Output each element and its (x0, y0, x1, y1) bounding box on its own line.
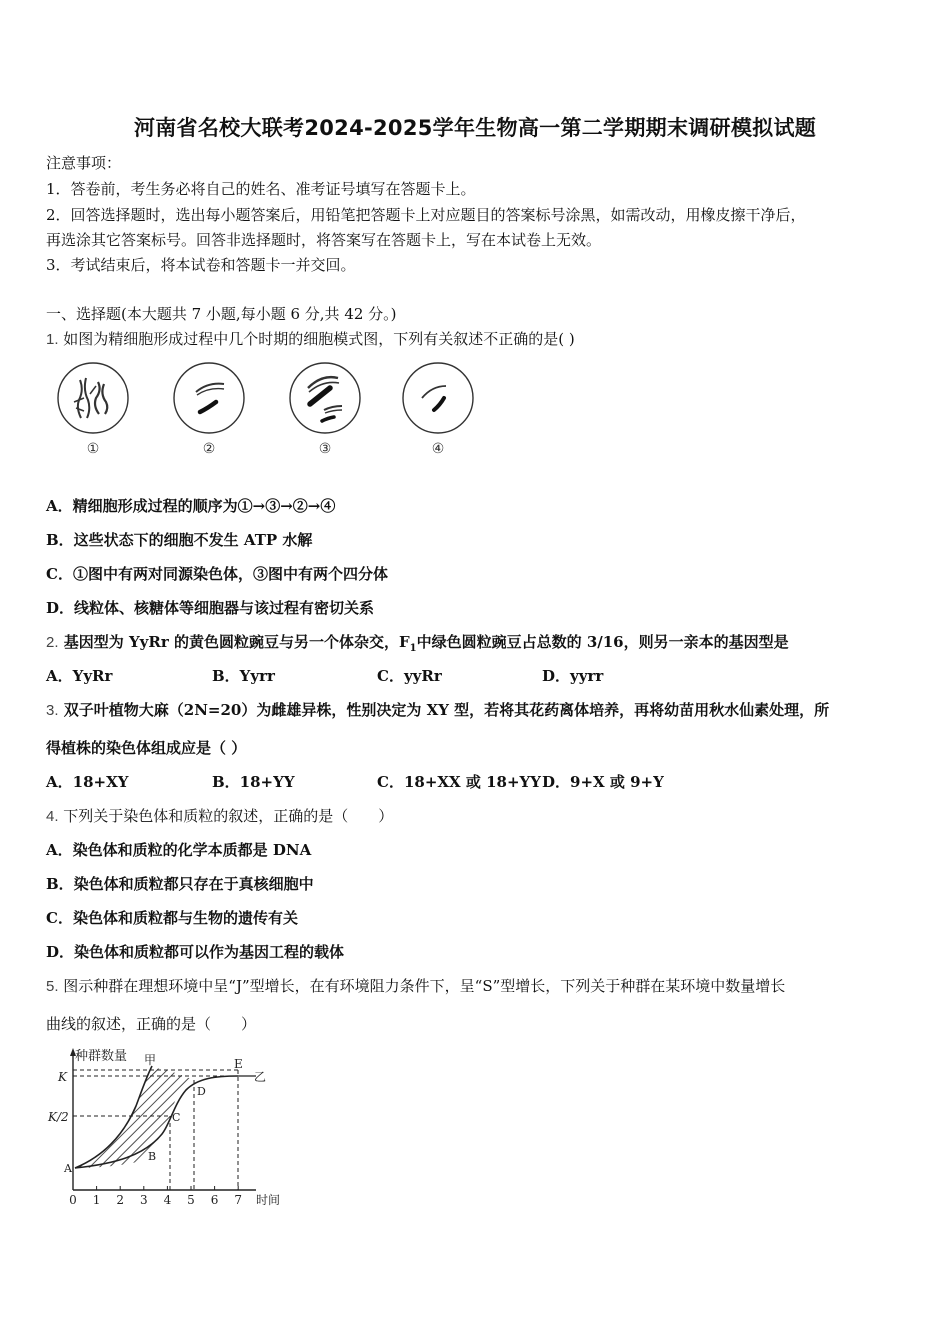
y-axis-label: 种群数量 (75, 1049, 128, 1064)
x-tick-label: 6 (210, 1193, 219, 1207)
q4-option-c: C．染色体和质粒都与生物的遗传有关 (46, 909, 298, 927)
question-text: 如图为精细胞形成过程中几个时期的细胞模式图，下列有关叙述不正确的是( ) (63, 330, 575, 348)
notice-item-3: 3．考试结束后，将本试卷和答题卡一并交回。 (46, 256, 356, 274)
q4-option-a: A．染色体和质粒的化学本质都是 DNA (46, 841, 312, 859)
point-label-c: C (172, 1111, 181, 1124)
cell-1-label: ① (86, 441, 100, 457)
q1-option-d: D．线粒体、核糖体等细胞器与该过程有密切关系 (46, 599, 375, 617)
question-2 (46, 631, 789, 654)
question-5-cont: 曲线的叙述，正确的是（ ） (46, 1015, 257, 1033)
q3-option-a: A．18+XY (46, 773, 129, 791)
question-text: 下列关于染色体和质粒的叙述，正确的是（ ） (63, 807, 394, 825)
cell-4 (403, 363, 473, 433)
q2-option-a: A．YyRr (46, 667, 113, 685)
cell-2 (174, 363, 244, 433)
q1-option-a: A．精细胞形成过程的顺序为①→③→②→④ (46, 497, 336, 515)
point-label-yi: 乙 (254, 1070, 267, 1084)
point-label-a: A (64, 1162, 72, 1175)
point-label-d: D (197, 1085, 206, 1098)
x-tick-label: 4 (163, 1193, 172, 1207)
point-label-b: B (148, 1150, 157, 1163)
x-tick-labels (69, 1186, 242, 1207)
point-label-jia: 甲 (144, 1053, 157, 1067)
cell-2-label: ② (202, 441, 216, 457)
question-number: 5. (46, 978, 59, 995)
q3-option-b: B．18+YY (212, 773, 295, 791)
q3-option-c: C．18+XX 或 18+YY (377, 773, 541, 791)
population-growth-graph (44, 1044, 304, 1214)
q2-option-d: D．yyrr (542, 667, 604, 685)
notice-item-2: 2．回答选择题时，选出每小题答案后，用铅笔把答题卡上对应题目的答案标号涂黑，如需改动，用橡皮擦干净后， (46, 206, 806, 224)
q2-option-b: B．Yyrr (212, 667, 275, 685)
notice-item-1: 1．答卷前，考生务必将自己的姓名、准考证号填写在答题卡上。 (46, 180, 476, 198)
q3-option-d: D．9+X 或 9+Y (542, 773, 664, 791)
question-4 (46, 805, 393, 826)
x-axis-label: 时间 (256, 1193, 281, 1207)
subscript: 1 (409, 643, 417, 654)
cell-3-label: ③ (318, 441, 332, 457)
notice-item-2-cont: 再选涂其它答案标号。回答非选择题时，将答案写在答题卡上，写在本试卷上无效。 (46, 231, 602, 249)
cell-3 (290, 363, 360, 433)
q4-option-d: D．染色体和质粒都可以作为基因工程的载体 (46, 943, 345, 961)
point-label-e: E (234, 1057, 243, 1071)
q4-option-b: B．染色体和质粒都只存在于真核细胞中 (46, 875, 314, 893)
q2-option-c: C．yyRr (377, 667, 442, 685)
k2-label: K/2 (48, 1110, 69, 1124)
notice-heading: 注意事项： (46, 154, 122, 172)
x-tick-label: 5 (187, 1193, 195, 1207)
q1-option-c: C．①图中有两对同源染色体，③图中有两个四分体 (46, 565, 388, 583)
x-tick-label: 1 (92, 1193, 101, 1207)
cell-1 (58, 363, 128, 433)
question-3 (46, 699, 829, 720)
question-1 (46, 328, 575, 349)
x-tick-label: 7 (234, 1193, 243, 1207)
question-text-a: 基因型为 YyRr 的黄色圆粒豌豆与另一个体杂交，F (63, 633, 410, 651)
question-text: 图示种群在理想环境中呈“J”型增长，在有环境阻力条件下，呈“S”型增长，下列关于种群在某环境中数量增长 (63, 977, 786, 995)
k-label: K (58, 1070, 67, 1084)
x-tick-label: 0 (69, 1193, 77, 1207)
question-number: 4. (46, 808, 59, 825)
cell-diagram-figure (46, 358, 496, 464)
question-number: 1. (46, 331, 59, 348)
question-text-b: 中绿色圆粒豌豆占总数的 3/16，则另一亲本的基因型是 (416, 633, 789, 651)
x-tick-label: 2 (116, 1193, 125, 1207)
q1-option-b: B．这些状态下的细胞不发生 ATP 水解 (46, 531, 313, 549)
exam-title: 河南省名校大联考2024-2025学年生物高一第二学期期末调研模拟试题 (133, 116, 817, 140)
x-tick-label: 3 (139, 1193, 148, 1207)
section-heading: 一、选择题(本大题共 7 小题,每小题 6 分,共 42 分。) (46, 305, 397, 323)
question-5 (46, 975, 785, 996)
question-text: 双子叶植物大麻（2N=20）为雌雄异株，性别决定为 XY 型，若将其花药离体培养，再将幼苗用秋水仙素处理，所 (63, 701, 830, 719)
question-number: 3. (46, 702, 59, 719)
question-3-cont: 得植株的染色体组成应是（ ） (46, 739, 247, 757)
cell-4-label: ④ (431, 441, 445, 457)
question-number: 2. (46, 634, 59, 651)
